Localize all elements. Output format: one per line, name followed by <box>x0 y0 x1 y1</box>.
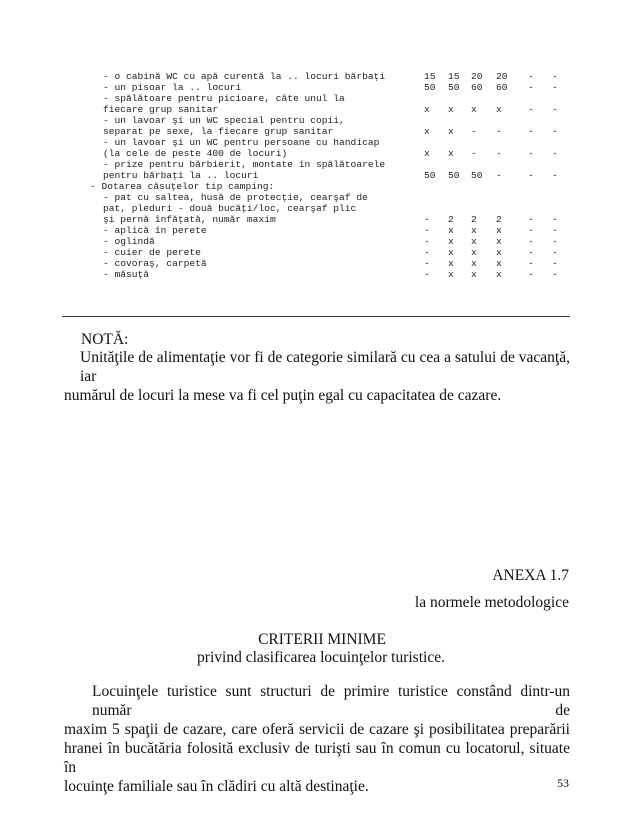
row-value: x <box>496 258 502 269</box>
row-value: x <box>496 104 502 115</box>
row-value: x <box>448 236 454 247</box>
row-value: - <box>528 225 534 236</box>
table-row <box>0 214 638 225</box>
row-value: - <box>552 148 558 159</box>
row-value: 60 <box>496 82 508 93</box>
row-value: - <box>424 247 430 258</box>
row-value: - <box>552 170 558 181</box>
row-value: - <box>552 82 558 93</box>
note-line: numărul de locuri la mese va fi cel puţin egal cu capacitatea de cazare. <box>64 387 502 404</box>
body-line: locuinţe familiale sau în clădiri cu altă destinaţie. <box>64 778 369 795</box>
row-value: 20 <box>471 71 483 82</box>
row-value: x <box>448 148 454 159</box>
row-value: 50 <box>424 170 436 181</box>
row-value: 2 <box>448 214 454 225</box>
row-label: - cuier de perete <box>103 247 201 258</box>
note-paragraph <box>64 348 570 405</box>
row-value: - <box>552 269 558 280</box>
table-row <box>0 225 638 236</box>
row-value: 50 <box>471 170 483 181</box>
row-value: x <box>471 225 477 236</box>
row-value: - <box>528 214 534 225</box>
criteria-title: CRITERII MINIME <box>258 631 386 648</box>
row-value: x <box>471 104 477 115</box>
row-value: - <box>528 126 534 137</box>
row-label: pat, pleduri - două bucăţi/loc, cearşaf plic <box>103 203 357 214</box>
row-value: - <box>471 126 477 137</box>
row-label: - un pisoar la .. locuri <box>103 82 242 93</box>
row-value: - <box>552 258 558 269</box>
table-row <box>0 170 638 181</box>
table-row <box>0 93 638 104</box>
annex-subtitle: la normele metodologice <box>414 594 569 611</box>
row-value: - <box>528 269 534 280</box>
row-value: x <box>471 247 477 258</box>
row-label: - pat cu saltea, husă de protecţie, cearşaf de <box>103 192 368 203</box>
row-label: - covoraş, carpetă <box>103 258 207 269</box>
row-value: 15 <box>424 71 436 82</box>
row-value: x <box>496 247 502 258</box>
row-value: - <box>424 236 430 247</box>
row-value: - <box>528 258 534 269</box>
row-value: - <box>552 71 558 82</box>
row-label: (la cele de peste 400 de locuri) <box>103 148 288 159</box>
row-value: x <box>448 104 454 115</box>
row-value: x <box>448 126 454 137</box>
row-value: x <box>496 269 502 280</box>
row-value: x <box>471 236 477 247</box>
row-value: - <box>424 258 430 269</box>
table-row <box>0 258 638 269</box>
body-paragraph <box>64 682 570 796</box>
row-value: x <box>424 126 430 137</box>
row-value: x <box>471 258 477 269</box>
annex-title: ANEXA 1.7 <box>492 567 569 584</box>
body-line: Locuinţele turistice sunt structuri de primire turistice constând dintr-un număr de <box>92 683 570 719</box>
row-value: x <box>496 225 502 236</box>
table-bottom-rule <box>62 316 570 317</box>
row-value: x <box>448 225 454 236</box>
note-line: Unităţile de alimentaţie vor fi de categorie similară cu cea a satului de vacanţă, iar <box>80 349 570 385</box>
row-value: - <box>528 247 534 258</box>
row-value: - <box>552 225 558 236</box>
row-value: - <box>528 104 534 115</box>
row-label: - prize pentru bărbierit, montate în spălătoarele <box>103 159 386 170</box>
row-value: x <box>424 104 430 115</box>
body-line: maxim 5 spaţii de cazare, care oferă servicii de cazare şi posibilitatea preparării <box>64 721 570 738</box>
row-label: - oglindă <box>103 236 155 247</box>
table-row <box>0 104 638 115</box>
row-label: - măsuţă <box>103 269 150 280</box>
body-line: hranei în bucătăria folosită exclusiv de turişti sau în comun cu locatorul, situate în <box>64 740 570 776</box>
row-label: şi pernă înfăţată, număr maxim <box>103 214 276 225</box>
note-title: NOTĂ: <box>81 331 129 348</box>
table-row <box>0 181 638 192</box>
row-value: - <box>552 247 558 258</box>
row-label: separat pe sexe, la fiecare grup sanitar <box>103 126 334 137</box>
row-label: - aplică în perete <box>103 225 207 236</box>
table-row <box>0 203 638 214</box>
table-row <box>0 126 638 137</box>
table-row <box>0 82 638 93</box>
row-value: 15 <box>448 71 460 82</box>
table-row <box>0 148 638 159</box>
table-row <box>0 115 638 126</box>
row-label: fiecare grup sanitar <box>103 104 219 115</box>
table-row <box>0 159 638 170</box>
row-value: x <box>496 236 502 247</box>
row-value: - <box>552 214 558 225</box>
row-label: - un lavoar şi un WC special pentru copii, <box>103 115 345 126</box>
table-row <box>0 236 638 247</box>
row-value: - <box>496 148 502 159</box>
row-label: - o cabină WC cu apă curentă la .. locuri bărbaţi <box>103 71 386 82</box>
row-value: x <box>448 247 454 258</box>
row-value: - <box>528 71 534 82</box>
table-row <box>0 71 638 82</box>
row-value: x <box>471 269 477 280</box>
row-value: x <box>448 269 454 280</box>
row-value: - <box>471 148 477 159</box>
page-number: 53 <box>557 776 569 790</box>
row-value: 50 <box>448 82 460 93</box>
row-value: x <box>424 148 430 159</box>
row-value: 50 <box>448 170 460 181</box>
row-value: - <box>528 170 534 181</box>
row-value: - <box>424 225 430 236</box>
row-value: 2 <box>496 214 502 225</box>
row-value: x <box>448 258 454 269</box>
table-row <box>0 247 638 258</box>
row-value: - <box>528 236 534 247</box>
row-value: 50 <box>424 82 436 93</box>
requirements-table <box>0 71 638 280</box>
row-value: 2 <box>471 214 477 225</box>
row-value: - <box>528 82 534 93</box>
row-value: - <box>552 236 558 247</box>
row-value: - <box>496 170 502 181</box>
row-value: - <box>528 148 534 159</box>
row-value: - <box>424 214 430 225</box>
row-value: - <box>552 104 558 115</box>
row-value: - <box>424 269 430 280</box>
row-value: - <box>552 126 558 137</box>
table-row <box>0 192 638 203</box>
row-value: 60 <box>471 82 483 93</box>
row-value: 20 <box>496 71 508 82</box>
row-label: - un lavoar şi un WC pentru persoane cu handicap <box>103 137 380 148</box>
row-label: pentru bărbaţi la .. locuri <box>103 170 259 181</box>
table-row <box>0 269 638 280</box>
row-value: - <box>496 126 502 137</box>
row-label: - Dotarea căsuţelor tip camping: <box>90 181 275 192</box>
criteria-subtitle: privind clasificarea locuinţelor turistice. <box>197 649 445 666</box>
row-label: - spălătoare pentru picioare, câte unul la <box>103 93 345 104</box>
table-row <box>0 137 638 148</box>
